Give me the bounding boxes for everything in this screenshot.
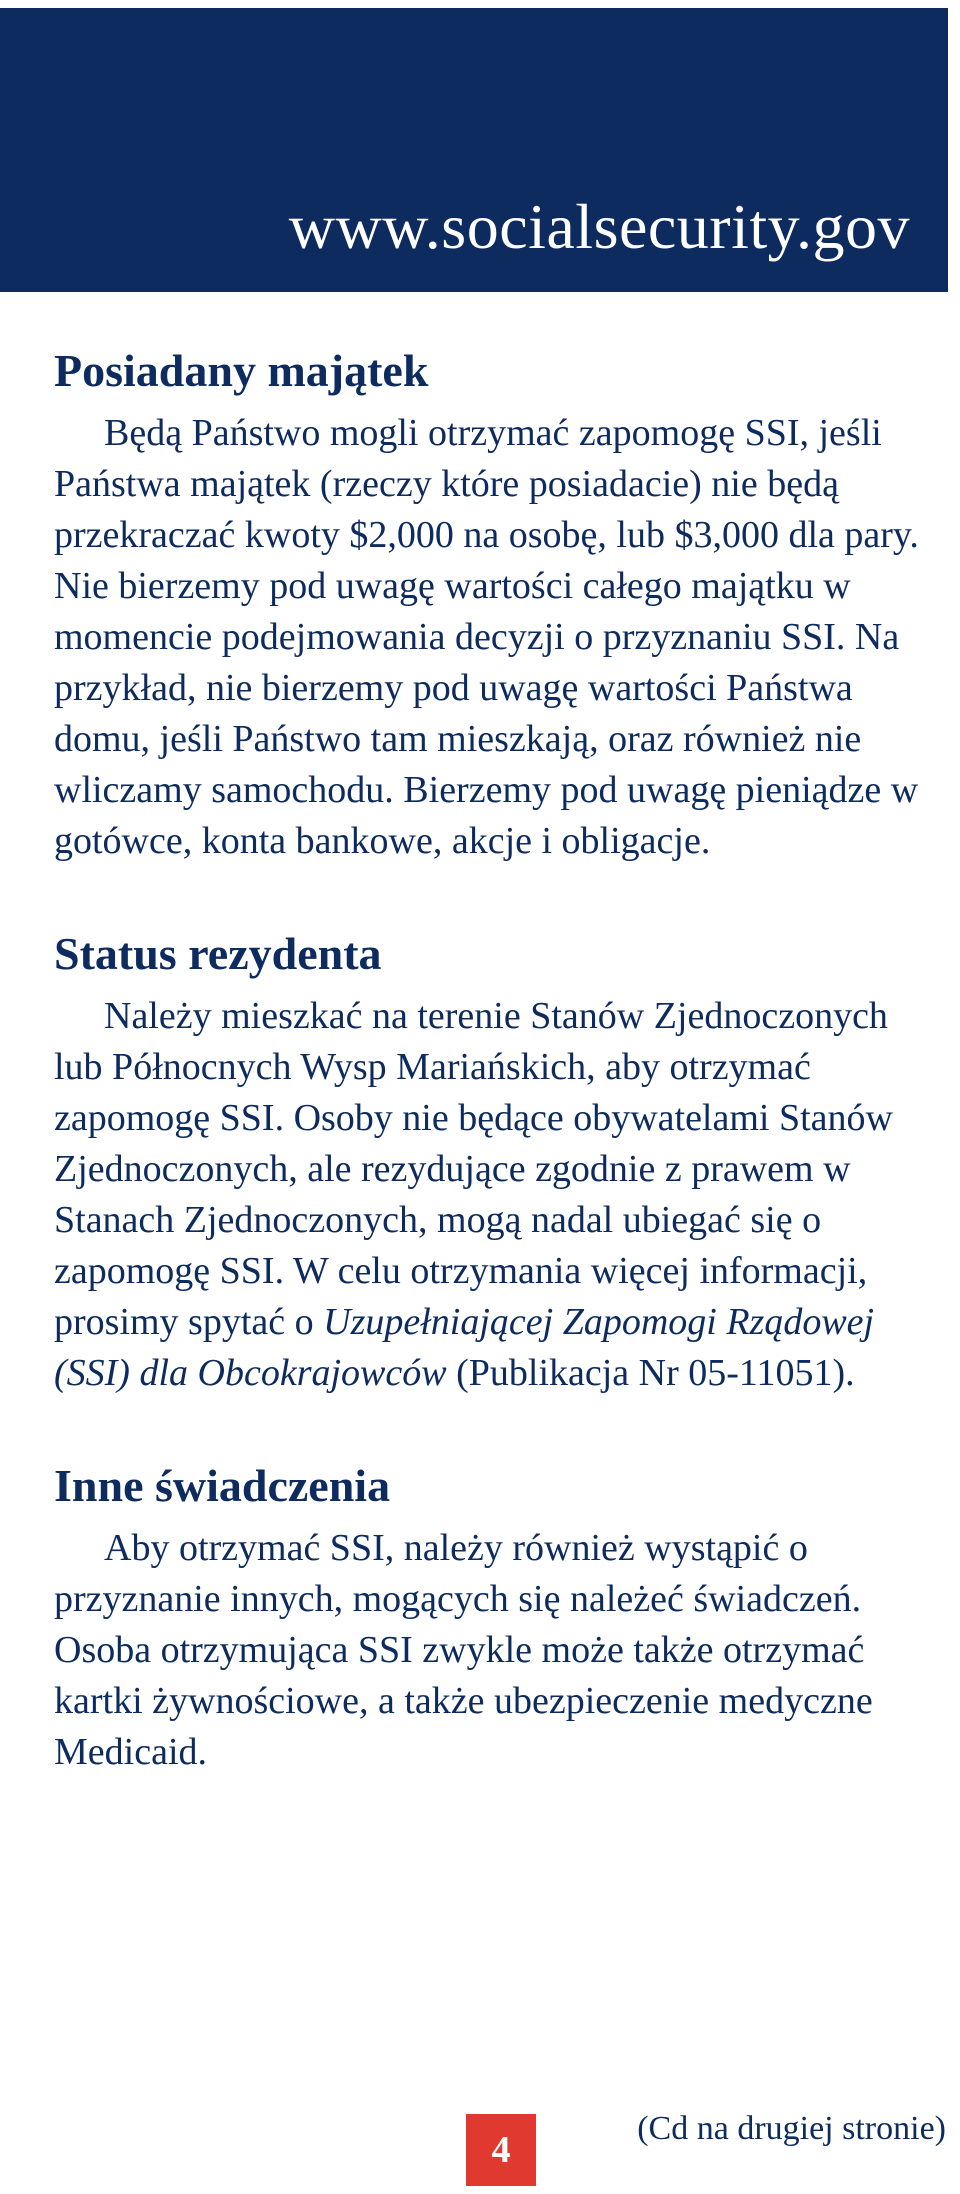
header-banner [0,8,948,292]
section-body [54,991,944,1399]
body-text-end: (Publikacja Nr 05-11051). [446,1352,855,1394]
section-heading: Status rezydenta [54,928,382,979]
continued-note: (Cd na drugiej stronie) [637,2110,946,2147]
section-body: Aby otrzymać SSI, należy również wystąpić o przyznanie innych, mogących się należeć świadczeń. Osoba otrzymująca SSI zwykle może także otrzymać kartki żywnościowe, a także ubezpieczenie medyczne Medicaid. [54,1527,873,1773]
publication-title: Uzupełniającej Zapomogi Rządowej (SSI) dla Obcokrajowców [54,1301,875,1394]
section-inne-swiadczenia [54,1455,944,1778]
body-text-start: Należy mieszkać na terenie Stanów Zjednoczonych lub Północnych Wysp Mariańskich, aby otrzymać zapomogę SSI. Osoby nie będące obywatelami Stanów Zjednoczonych, ale rezydujące zgodnie z prawem w Stanach Zjednoczonych, mogą nadal ubiegać się o zapomogę SSI. W celu otrzymania więcej informacji, prosimy spytać o [54,995,893,1343]
website-url[interactable]: www.socialsecurity.gov [288,191,910,262]
document-content [54,340,944,1834]
section-posiadany-majatek [54,340,944,867]
page-number-badge: 4 [466,2114,536,2186]
section-heading: Posiadany majątek [54,345,429,396]
section-heading: Inne świadczenia [54,1460,391,1511]
section-status-rezydenta [54,923,944,1399]
section-body: Będą Państwo mogli otrzymać zapomogę SSI, jeśli Państwa majątek (rzeczy które posiadacie) nie będą przekraczać kwoty $2,000 na osobę, lub $3,000 dla pary. Nie bierzemy pod uwagę wartości całego majątku w momencie podejmowania decyzji o przyznaniu SSI. Na przykład, nie bierzemy pod uwagę wartości Państwa domu, jeśli Państwo tam mieszkają, oraz również nie wliczamy samochodu. Bierzemy pod uwagę pieniądze w gotówce, konta bankowe, akcje i obligacje. [54,412,919,862]
